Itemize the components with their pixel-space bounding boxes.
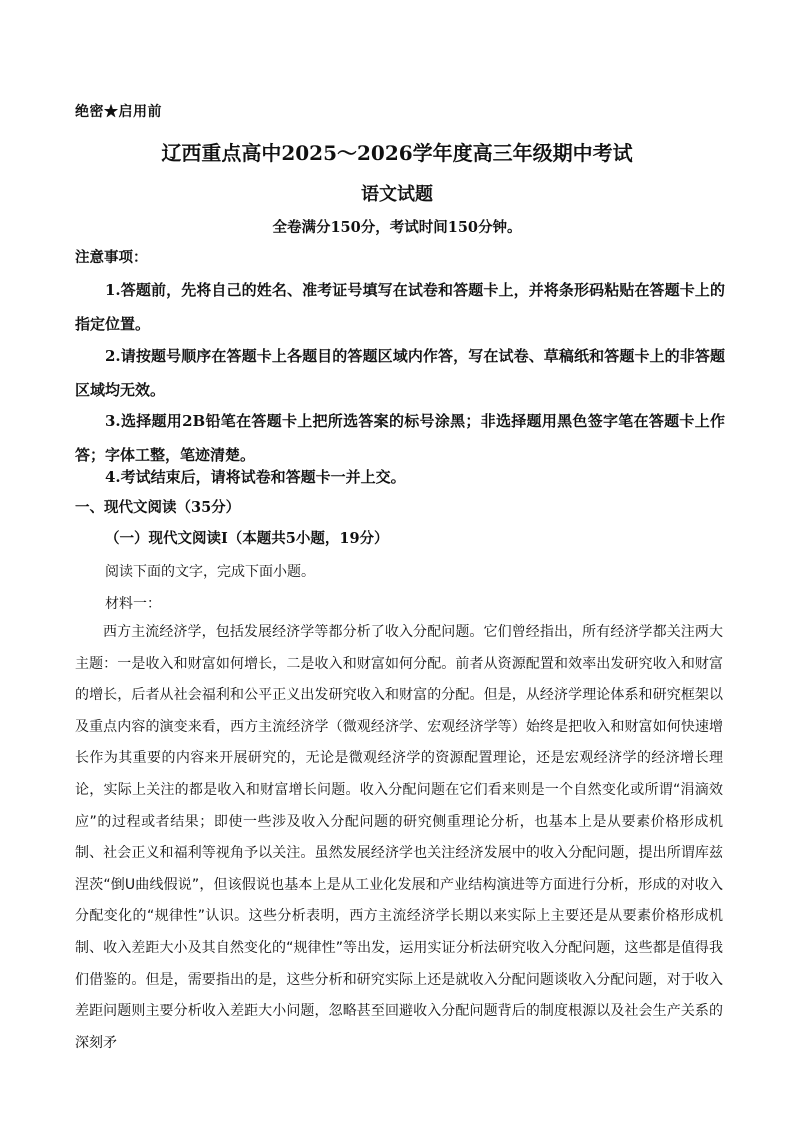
notice-item: 1.答题前，先将自己的姓名、准考证号填写在试卷和答题卡上，并将条形码粘贴在答题卡上的指定位置。 [75, 281, 725, 333]
notice-item: 2.请按题号顺序在答题卡上各题目的答题区域内作答，写在试卷、草稿纸和答题卡上的非答题区域均无效。 [75, 347, 725, 399]
exam-title: 辽西重点高中2025～2026学年度高三年级期中考试 [161, 141, 633, 165]
material-paragraph: 西方主流经济学，包括发展经济学等都分析了收入分配问题。它们曾经指出，所有经济学都关注两大主题：一是收入和财富如何增长，二是收入和财富如何分配。前者从资源配置和效率出发研究收入和财富的增长，后者从社会福利和公平正义出发研究收入和财富的分配。但是，从经济学理论体系和研究框架以及重点内容的演变来看，西方主流经济学（微观经济学、宏观经济学等）始终是把收入和财富如何快速增长作为其重要的内容来开展研究的，无论是微观经济学的资源配置理论，还是宏观经济学的经济增长理论，实际上关注的都是收入和财富增长问题。收入分配问题在它们看来则是一个自然变化或所谓“涓滴效应”的过程或者结果；即使一些涉及收入分配问题的研究侧重理论分析，也基本上是从要素价格形成机制、社会正义和福利等视角予以关注。虽然发展经济学也关注经济发展中的收入分配问题，提出所谓库兹涅茨“倒U曲线假说”，但该假说也基本上是从工业化发展和产业结构演进等方面进行分析，形成的对收入分配变化的“规律性”认识。这些分析表明，西方主流经济学长期以来实际上主要还是从要素价格形成机制、收入差距大小及其自然变化的“规律性”等出发，运用实证分析法研究收入分配问题，这些都是值得我们借鉴的。但是，需要指出的是，这些分析和研究实际上还是就收入分配问题谈收入分配问题，对于收入差距问题则主要分析收入差距大小问题，忽略甚至回避收入分配问题背后的制度根源以及社会生产关系的深刻矛 [75, 624, 723, 1051]
subject-title: 语文试题 [361, 184, 433, 205]
subsection-heading: （一）现代文阅读Ⅰ（本题共5小题，19分） [105, 530, 389, 547]
notice-heading: 注意事项： [75, 249, 148, 266]
section-heading: 一、现代文阅读（35分） [75, 499, 241, 516]
notice-item: 4.考试结束后，请将试卷和答题卡一并上交。 [105, 468, 406, 486]
exam-score-time: 全卷满分150分，考试时间150分钟。 [272, 219, 522, 236]
confidential-label: 绝密★启用前 [75, 104, 162, 120]
reading-instruction: 阅读下面的文字，完成下面小题。 [105, 564, 315, 580]
material-label: 材料一： [105, 596, 161, 612]
notice-item: 3.选择题用2B铅笔在答题卡上把所选答案的标号涂黑；非选择题用黑色签字笔在答题卡上作答；字体工整，笔迹清楚。 [75, 412, 725, 464]
